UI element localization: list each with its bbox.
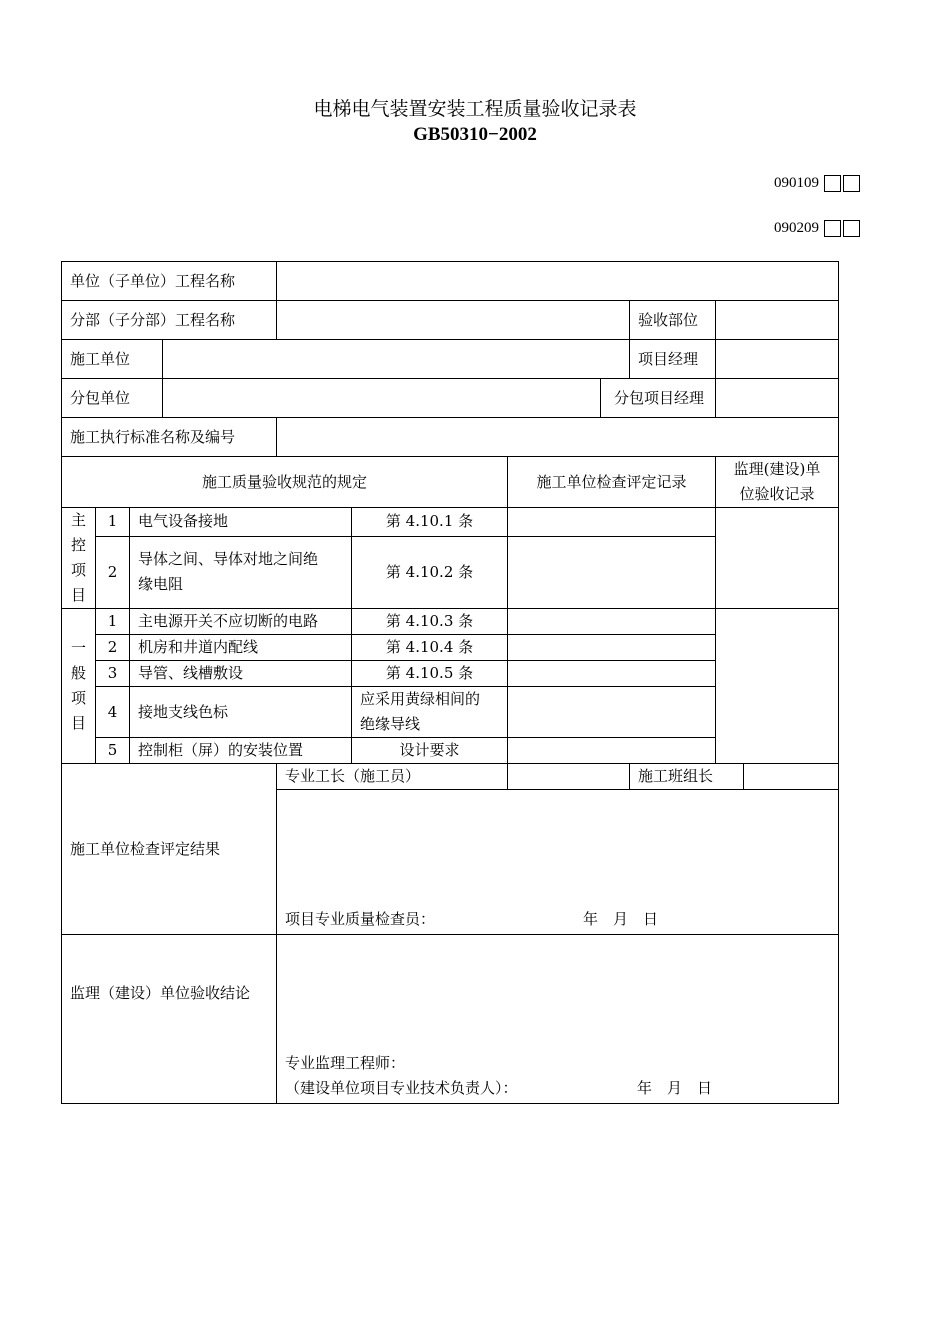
- subcontract-unit-label: 分包单位: [62, 379, 163, 418]
- subcontract-unit-field[interactable]: [163, 379, 601, 418]
- form-code-2: [774, 218, 860, 238]
- item-clause: 第 4.10.3 条: [352, 609, 508, 635]
- project-manager-field[interactable]: [716, 340, 839, 379]
- foreman-field[interactable]: [508, 764, 630, 790]
- unit-project-label: 单位（子单位）工程名称: [62, 262, 277, 301]
- code-box[interactable]: [843, 220, 860, 237]
- construction-unit-field[interactable]: [163, 340, 630, 379]
- item-construction-record[interactable]: [508, 536, 716, 608]
- subcontract-manager-label: 分包项目经理: [601, 379, 716, 418]
- inspector-label: 项目专业质量检查员：: [285, 910, 436, 928]
- general-items-group-label: [62, 609, 96, 764]
- construction-unit-label: 施工单位: [62, 340, 163, 379]
- sub-project-field[interactable]: [277, 301, 630, 340]
- item-clause: 第 4.10.5 条: [352, 661, 508, 687]
- spec-header: 施工质量验收规范的规定: [62, 457, 508, 508]
- item-description: 机房和井道内配线: [130, 635, 352, 661]
- item-number: 4: [96, 687, 130, 738]
- supervision-record-header: [716, 457, 839, 508]
- construction-record-header: 施工单位检查评定记录: [508, 457, 716, 508]
- item-clause: [352, 687, 508, 738]
- supervision-conclusion-area[interactable]: [277, 935, 839, 1104]
- general-items-group-char: 项: [70, 689, 86, 707]
- main-items-group-char: 控: [70, 536, 86, 554]
- item-clause: 第 4.10.2 条: [352, 536, 508, 608]
- item-description: [130, 536, 352, 608]
- main-items-group-label: [62, 508, 96, 609]
- acceptance-form-table: [61, 261, 839, 1104]
- item-clause-line: 应采用黄绿相间的: [360, 690, 481, 708]
- form-title: 电梯电气装置安装工程质量验收记录表: [313, 98, 637, 120]
- item-number: 1: [96, 609, 130, 635]
- item-number: 2: [96, 635, 130, 661]
- supervisor-label: 专业监理工程师：: [285, 1054, 406, 1072]
- item-description-line: 导体之间、导体对地之间绝: [138, 550, 319, 569]
- item-clause: 第 4.10.1 条: [352, 508, 508, 537]
- unit-project-field[interactable]: [277, 262, 839, 301]
- team-leader-label: 施工班组长: [630, 764, 744, 790]
- item-number: 5: [96, 738, 130, 764]
- subcontract-manager-field[interactable]: [716, 379, 839, 418]
- item-number: 1: [96, 508, 130, 537]
- main-items-group-char: 项: [70, 561, 86, 579]
- item-description-line: 缘电阻: [138, 575, 184, 594]
- code-box[interactable]: [824, 220, 841, 237]
- construction-result-area[interactable]: [277, 790, 839, 935]
- standard-field[interactable]: [277, 418, 839, 457]
- item-description: 电气设备接地: [130, 508, 352, 537]
- item-clause: 第 4.10.4 条: [352, 635, 508, 661]
- main-items-group-char: 目: [70, 586, 86, 604]
- item-construction-record[interactable]: [508, 661, 716, 687]
- general-items-group-char: 一: [70, 639, 86, 657]
- general-items-supervision-record[interactable]: [716, 609, 839, 764]
- form-code-1: [774, 173, 860, 193]
- general-items-group-char: 般: [70, 664, 86, 682]
- supervision-date-label: 年 月 日: [637, 1079, 713, 1097]
- form-code-2-text: 090209: [774, 219, 819, 236]
- item-description: 控制柜（屏）的安装位置: [130, 738, 352, 764]
- item-description: 接地支线色标: [130, 687, 352, 738]
- main-items-group-char: 主: [70, 511, 86, 529]
- standard-code: GB50310−2002: [413, 124, 537, 145]
- item-clause-line: 绝缘导线: [360, 715, 421, 733]
- owner-rep-label: （建设单位项目专业技术负责人）：: [285, 1079, 518, 1097]
- inspection-date-label: 年 月 日: [583, 910, 659, 928]
- form-code-1-text: 090109: [774, 174, 819, 191]
- item-construction-record[interactable]: [508, 738, 716, 764]
- item-construction-record[interactable]: [508, 687, 716, 738]
- construction-result-label: 施工单位检查评定结果: [62, 764, 277, 935]
- main-items-supervision-record[interactable]: [716, 508, 839, 609]
- code-box[interactable]: [843, 175, 860, 192]
- item-description: 主电源开关不应切断的电路: [130, 609, 352, 635]
- standard-label: 施工执行标准名称及编号: [62, 418, 277, 457]
- general-items-group-char: 目: [70, 714, 86, 732]
- item-number: 3: [96, 661, 130, 687]
- team-leader-field[interactable]: [744, 764, 839, 790]
- acceptance-part-field[interactable]: [716, 301, 839, 340]
- acceptance-part-label: 验收部位: [630, 301, 716, 340]
- supervision-conclusion-label: 监理（建设）单位验收结论: [62, 935, 277, 1104]
- supervision-signature-block: [285, 935, 830, 1103]
- item-number: 2: [96, 536, 130, 608]
- construction-signature-block: [285, 790, 830, 934]
- supervision-record-header-line1: 监理(建设)单: [733, 460, 821, 478]
- code-box[interactable]: [824, 175, 841, 192]
- item-clause: 设计要求: [352, 738, 508, 764]
- foreman-label: 专业工长（施工员）: [277, 764, 508, 790]
- item-description: 导管、线槽敷设: [130, 661, 352, 687]
- project-manager-label: 项目经理: [630, 340, 716, 379]
- supervision-record-header-line2: 位验收记录: [739, 485, 815, 503]
- item-construction-record[interactable]: [508, 635, 716, 661]
- item-construction-record[interactable]: [508, 508, 716, 537]
- sub-project-label: 分部（子分部）工程名称: [62, 301, 277, 340]
- item-construction-record[interactable]: [508, 609, 716, 635]
